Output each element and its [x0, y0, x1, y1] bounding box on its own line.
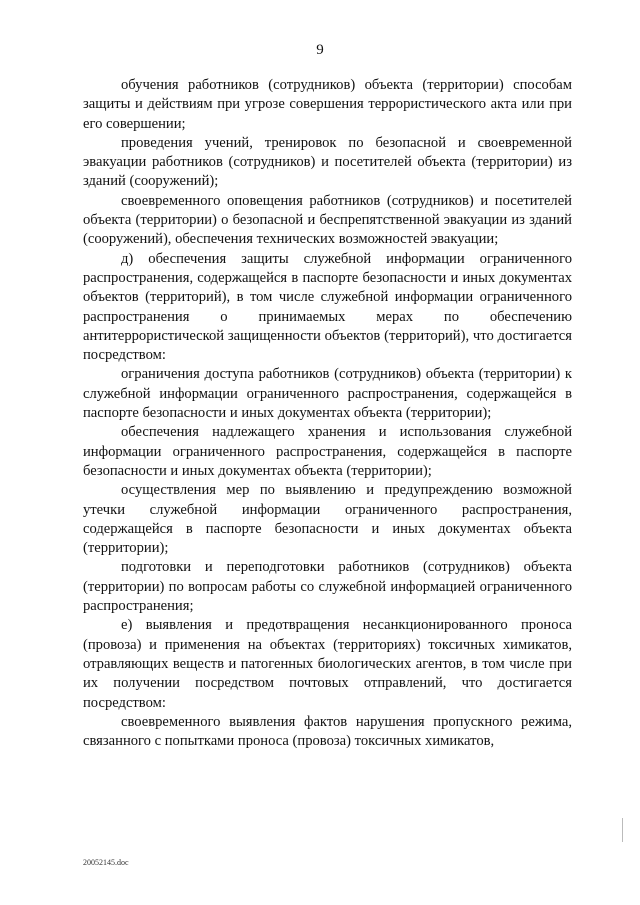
paragraph: обучения работников (сотрудников) объекта (территории) способам защиты и действиям при угрозе совершения террористического акта или при его совершении; — [83, 77, 572, 132]
paragraph: проведения учений, тренировок по безопасной и своевременной эвакуации работников (сотрудников) и посетителей объекта (территории) из зданий (сооружений); — [83, 134, 572, 190]
paragraph: д) обеспечения защиты служебной информации ограниченного распространения, содержащейся в паспорте безопасности и иных документах объектов (территорий), в том числе служебной информации ограниченного распространения о принимаемых мерах по обеспечению антитеррористической защищенности объектов (территорий), что достигается посредством: — [83, 250, 572, 364]
paragraph: осуществления мер по выявлению и предупреждению возможной утечки служебной информации ограниченного распространения, содержащейся в паспорте безопасности и иных документах объекта (территории); — [83, 482, 572, 557]
page-number: 9 — [316, 42, 324, 58]
paragraph: е) выявления и предотвращения несанкционированного проноса (провоза) и применения на объектах (территориях) токсичных химикатов, отравляющих веществ и патогенных биологических агентов, в том числе при их получении посредством почтовых отправлений, что достигается посредством: — [83, 617, 572, 711]
paragraph: ограничения доступа работников (сотрудников) объекта (территории) к служебной информации ограниченного распространения, содержащейся в паспорте безопасности и иных документах объекта (территории); — [83, 366, 572, 422]
paragraph: своевременного оповещения работников (сотрудников) и посетителей объекта (территории) о безопасной и беспрепятственной эвакуации из зданий (сооружений), обеспечения технических возможностей эвакуации; — [83, 192, 572, 248]
paragraph: подготовки и переподготовки работников (сотрудников) объекта (территории) по вопросам работы со служебной информацией ограниченного распространения; — [83, 559, 572, 615]
document-body — [83, 76, 572, 751]
footer-filename: 20052145.doc — [83, 858, 129, 867]
scan-mark — [622, 818, 623, 842]
paragraph: обеспечения надлежащего хранения и использования служебной информации ограниченного распространения, содержащейся в паспорте безопасности и иных документах объекта (территории); — [83, 424, 572, 479]
paragraph: своевременного выявления фактов нарушения пропускного режима, связанного с попытками проноса (провоза) токсичных химикатов, — [83, 713, 572, 750]
